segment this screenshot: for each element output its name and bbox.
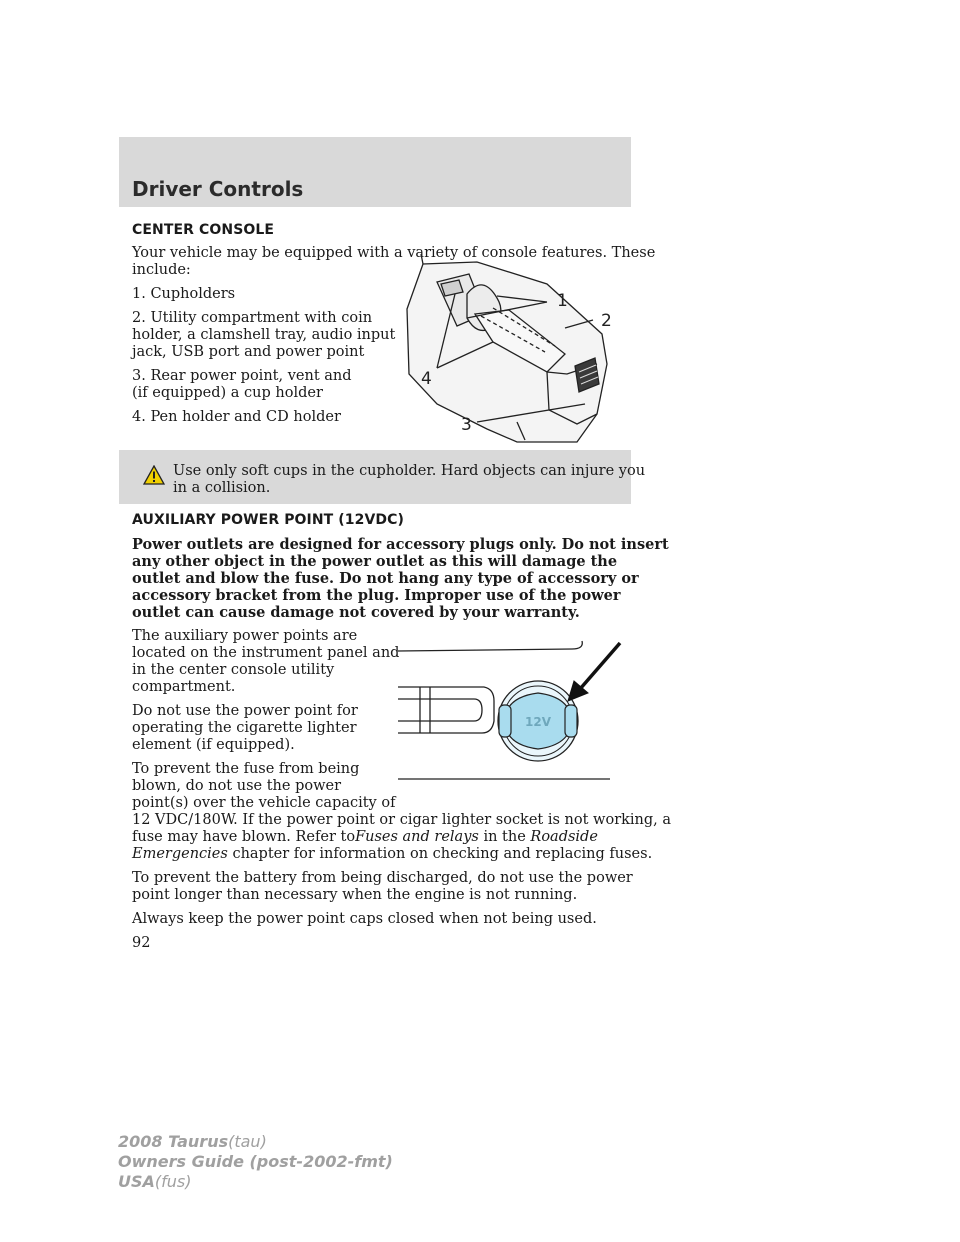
console-item-1: 1. Cupholders bbox=[132, 286, 236, 302]
console-item-2-line-2: holder, a clamshell tray, audio input bbox=[132, 327, 396, 343]
aux-warning-line-4: accessory bracket from the plug. Improper use of the power bbox=[132, 587, 621, 604]
console-item-3-line-2: (if equipped) a cup holder bbox=[132, 385, 323, 401]
aux-p3-line-1: To prevent the fuse from being bbox=[132, 761, 360, 777]
warning-box bbox=[119, 450, 646, 504]
aux-p1-line-4: compartment. bbox=[132, 679, 236, 695]
aux-power-heading: AUXILIARY POWER POINT (12VDC) bbox=[132, 512, 405, 528]
aux-p3-line-6: Emergencies chapter for information on checking and replacing fuses. bbox=[132, 846, 653, 862]
warning-line-2: in a collision. bbox=[173, 480, 271, 496]
aux-p4-line-2: point longer than necessary when the engine is not running. bbox=[132, 887, 578, 903]
intro-line-1: Your vehicle may be equipped with a variety of console features. These bbox=[132, 245, 656, 261]
aux-p3-line-3: point(s) over the vehicle capacity of bbox=[132, 795, 396, 811]
aux-p1-line-3: in the center console utility bbox=[132, 662, 335, 678]
aux-p3-line-5: fuse may have blown. Refer toFuses and relays in the Roadside bbox=[132, 829, 598, 845]
center-console-illustration bbox=[397, 254, 631, 444]
aux-p1-line-2: located on the instrument panel and bbox=[132, 645, 400, 661]
page-number: 92 bbox=[132, 935, 151, 951]
intro-line-2: include: bbox=[132, 262, 191, 278]
aux-p1-line-1: The auxiliary power points are bbox=[132, 628, 358, 644]
warning-line-1: Use only soft cups in the cupholder. Hard objects can injure you bbox=[173, 463, 646, 479]
callout-2: 2 bbox=[601, 311, 612, 331]
aux-warning-line-1: Power outlets are designed for accessory plugs only. Do not insert bbox=[132, 536, 669, 553]
console-item-2-line-3: jack, USB port and power point bbox=[132, 344, 365, 360]
callout-3: 3 bbox=[461, 415, 472, 435]
aux-p2-line-1: Do not use the power point for bbox=[132, 703, 358, 719]
document-footer: 2008 Taurus(tau) Owners Guide (post-2002-fmt) USA(fus) bbox=[118, 1132, 393, 1191]
callout-4: 4 bbox=[421, 369, 432, 389]
section-header-band bbox=[119, 137, 631, 207]
callout-1: 1 bbox=[557, 291, 568, 311]
aux-p5: Always keep the power point caps closed when not being used. bbox=[132, 911, 597, 927]
aux-p4-line-1: To prevent the battery from being discharged, do not use the power bbox=[132, 870, 633, 886]
aux-warning-line-2: any other object in the power outlet as this will damage the bbox=[132, 553, 618, 570]
aux-p3-line-2: blown, do not use the power bbox=[132, 778, 342, 794]
aux-p2-line-3: element (if equipped). bbox=[132, 737, 295, 753]
aux-p3-line-4: 12 VDC/180W. If the power point or cigar lighter socket is not working, a bbox=[132, 812, 672, 828]
aux-p2-line-2: operating the cigarette lighter bbox=[132, 720, 357, 736]
section-title: Driver Controls bbox=[132, 177, 304, 201]
console-item-3-line-1: 3. Rear power point, vent and bbox=[132, 368, 352, 384]
center-console-heading: CENTER CONSOLE bbox=[132, 222, 275, 238]
aux-warning-line-3: outlet and blow the fuse. Do not hang any type of accessory or bbox=[132, 570, 639, 587]
aux-warning-line-5: outlet can cause damage not covered by your warranty. bbox=[132, 604, 580, 621]
warning-triangle-icon bbox=[143, 465, 165, 485]
outlet-cap-label: 12V bbox=[525, 715, 551, 729]
console-item-2-line-1: 2. Utility compartment with coin bbox=[132, 310, 373, 326]
power-point-illustration bbox=[396, 637, 632, 785]
console-item-4: 4. Pen holder and CD holder bbox=[132, 409, 341, 425]
